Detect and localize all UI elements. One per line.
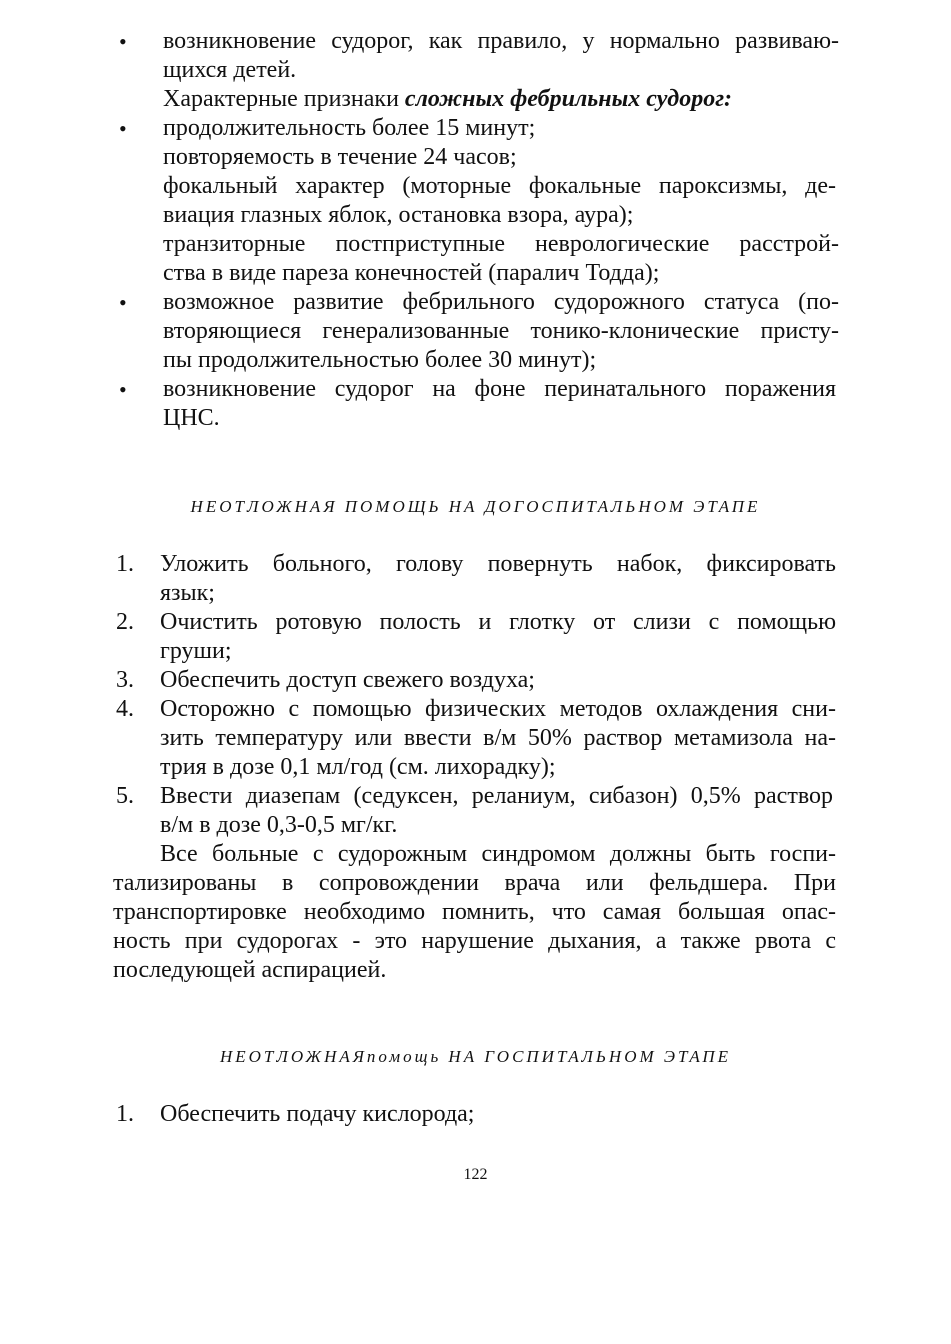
text-line: возникновение судорог на фоне перинатального поражения (163, 376, 836, 402)
list-number: 3. (116, 667, 134, 693)
emphasized-term: сложных фебрильных судорог: (404, 86, 733, 112)
text-line: возможное развитие фебрильного судорожного статуса (по- (163, 289, 839, 315)
text-line: ЦНС. (163, 405, 220, 431)
list-item-text: груши; (160, 638, 232, 664)
text-line: возникновение судорог, как правило, у нормально развиваю- (163, 28, 839, 54)
complex-signs-intro (163, 85, 732, 114)
text-line: повторяемость в течение 24 часов; (163, 144, 517, 170)
page-number: 122 (463, 1166, 488, 1183)
text-line: фокальный характер (моторные фокальные пароксизмы, де- (163, 173, 836, 199)
list-item-text: Ввести диазепам (седуксен, реланиум, сибазон) 0,5% раствор (160, 783, 833, 809)
bullet-marker: • (119, 377, 127, 402)
paragraph-line: транспортировке необходимо помнить, что самая большая опас- (113, 899, 836, 925)
list-item-text: трия в дозе 0,1 мл/год (см. лихорадку); (160, 754, 556, 780)
list-item-text: Очистить ротовую полость и глотку от слизи с помощью (160, 609, 836, 635)
paragraph-line: последующей аспирацией. (113, 957, 387, 983)
list-item-text: Обеспечить подачу кислорода; (160, 1101, 475, 1127)
list-item-text: Уложить больного, голову повернуть набок, фиксировать (160, 551, 836, 577)
list-number: 1. (116, 551, 134, 577)
text-line: ства в виде пареза конечностей (паралич Тодда); (163, 260, 660, 286)
text-line: продолжительность более 15 минут; (163, 115, 536, 141)
list-number: 4. (116, 696, 134, 722)
text-line: транзиторные постприступные неврологические расстрой- (163, 231, 839, 257)
paragraph-line: ность при судорогах - это нарушение дыхания, а также рвота с (113, 928, 836, 954)
text-line: виация глазных яблок, остановка взора, аура); (163, 202, 634, 228)
paragraph-line: Все больные с судорожным синдромом должны быть госпи- (160, 841, 836, 867)
text-line: пы продолжительностью более 30 минут); (163, 347, 597, 373)
list-number: 1. (116, 1101, 134, 1127)
list-number: 5. (116, 783, 134, 809)
bullet-marker: • (119, 29, 127, 54)
section-heading-prehospital: НЕОТЛОЖНАЯ ПОМОЩЬ НА ДОГОСПИТАЛЬНОМ ЭТАПЕ (190, 497, 761, 516)
text-span: Характерные признаки (163, 86, 405, 112)
list-item-text: язык; (160, 580, 215, 606)
text-line: щихся детей. (163, 57, 297, 83)
paragraph-line: тализированы в сопровождении врача или фельдшера. При (113, 870, 836, 896)
list-item-text: Обеспечить доступ свежего воздуха; (160, 667, 535, 693)
text-line: вторяющиеся генерализованные тонико-клонические присту- (163, 318, 839, 344)
list-item-text: зить температуру или ввести в/м 50% раствор метамизола на- (160, 725, 836, 751)
list-item-text: Осторожно с помощью физических методов охлаждения сни- (160, 696, 836, 722)
section-heading-hospital: НЕОТЛОЖНАЯпомощь НА ГОСПИТАЛЬНОМ ЭТАПЕ (219, 1047, 732, 1066)
list-item-text: в/м в дозе 0,3-0,5 мг/кг. (160, 812, 398, 838)
list-number: 2. (116, 609, 134, 635)
bullet-marker: • (119, 290, 127, 315)
bullet-marker: • (119, 116, 127, 141)
